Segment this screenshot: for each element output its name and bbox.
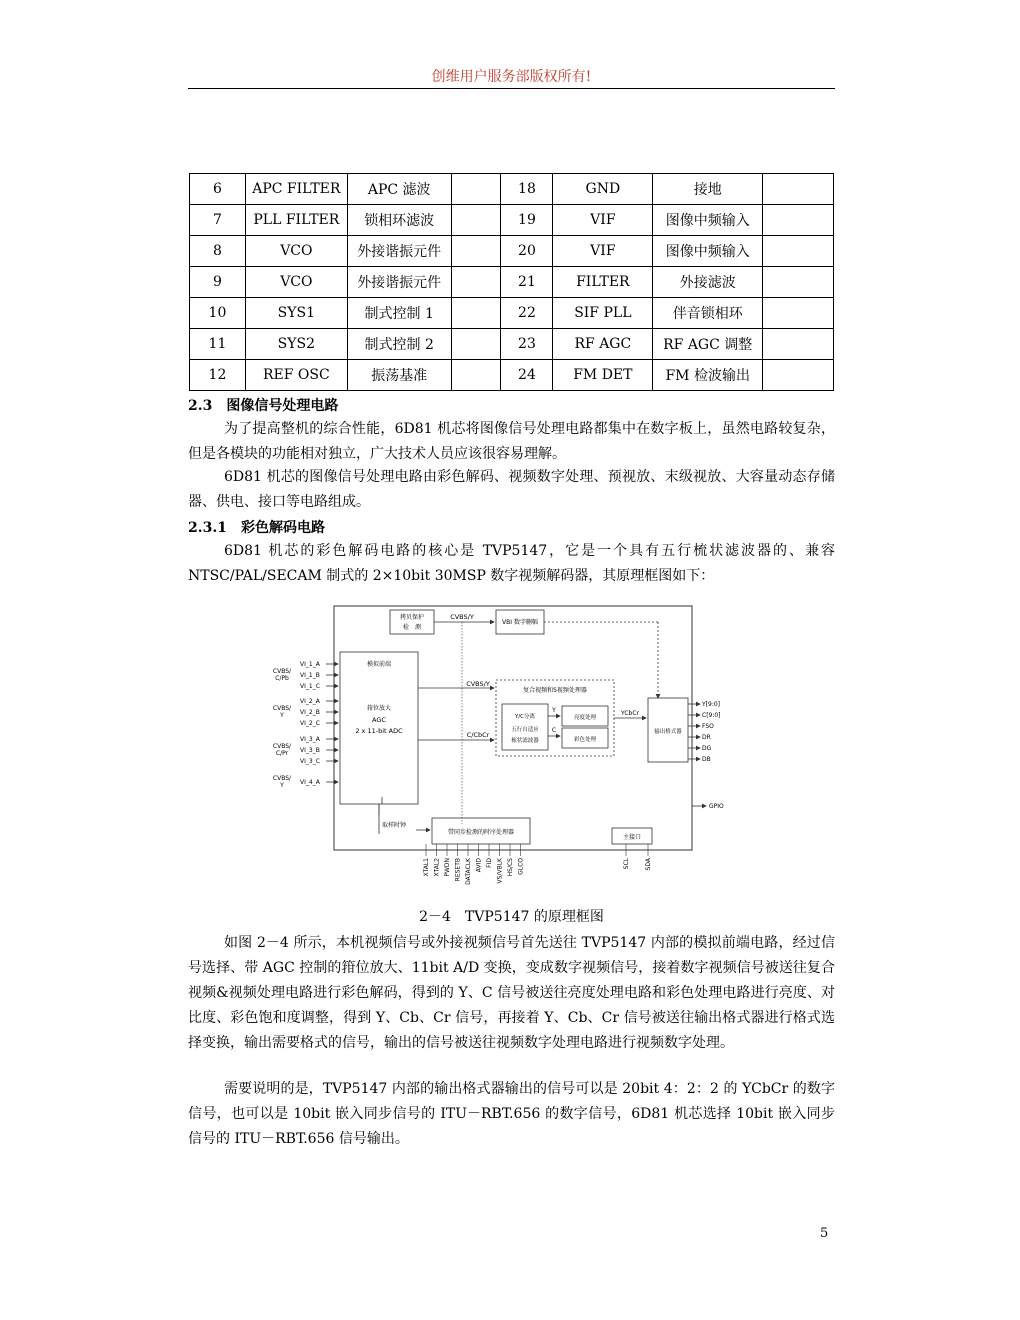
copy-protect-label2: 检 测 <box>402 624 422 631</box>
analog-frontend-label: 模拟前端 <box>366 661 392 668</box>
para-4: 需要说明的是，TVP5147 内部的输出格式器输出的信号可以是 20bit 4：2：2 的 YCbCr 的数字信号，也可以是 10bit 嵌入同步信号的 ITU－RBT.656 的数字信号，6D81 机芯选择 10bit 嵌入同步信号的 ITU－RBT.656 信号输出。 <box>188 1081 835 1147</box>
bottom-pin-label: GLCO <box>517 858 525 875</box>
ycbcr-label: YCbCr <box>621 710 639 717</box>
table-cell: GND <box>553 174 653 205</box>
output-pin-label: DR <box>702 734 711 741</box>
table-cell: 20 <box>501 236 553 267</box>
input-pin-label: VI_3_B <box>300 747 320 754</box>
vbi-label: VBI 数字删幅 <box>502 619 538 626</box>
input-pin-label: VI_1_B <box>300 672 320 679</box>
output-pin-label: DB <box>702 756 711 763</box>
yc-sep-label: Y/C分离 <box>514 714 536 720</box>
input-group-label2: Y <box>280 782 284 789</box>
input-group-label1: CVBS/ <box>272 705 292 712</box>
table-cell: 制式控制 2 <box>347 329 451 360</box>
section-2-3-1-p1: 6D81 机芯的彩色解码电路的核心是 TVP5147，它是一个具有五行梳状滤波器的、兼容 NTSC/PAL/SECAM 制式的 2×10bit 30MSP 数字视频解码器，其原理框图如下： <box>188 543 835 584</box>
table-cell: VIF <box>553 236 653 267</box>
c-label: C <box>551 727 557 734</box>
table-cell <box>451 360 501 391</box>
output-pin-label: DG <box>702 745 712 752</box>
table-row <box>190 267 834 298</box>
table-cell <box>451 298 501 329</box>
chroma-proc-label: 彩色处理 <box>573 737 597 743</box>
copy-protect-label: 拷贝保护 <box>399 614 425 621</box>
table-cell <box>451 205 501 236</box>
header-rule <box>188 88 835 89</box>
comb-filter-label2: 梳状滤波器 <box>511 738 539 744</box>
table-cell: 锁相环滤波 <box>347 205 451 236</box>
table-cell: 振荡基准 <box>347 360 451 391</box>
output-pin-label: Y[9:0] <box>702 701 721 708</box>
table-cell: FM 检波输出 <box>653 360 763 391</box>
table-cell: 10 <box>190 298 246 329</box>
table-row <box>190 205 834 236</box>
input-group-label1: CVBS/ <box>272 775 292 782</box>
output-pins <box>688 701 721 763</box>
bottom-pin-label: PWDN <box>444 858 451 877</box>
gpio-label: GPIO <box>709 803 724 810</box>
table-cell <box>763 298 834 329</box>
input-group-label2: C/Pb <box>275 675 289 682</box>
table-cell <box>451 174 501 205</box>
luma-proc-label: 亮度处理 <box>573 715 597 721</box>
y-label: Y <box>552 707 556 714</box>
table-cell: REF OSC <box>245 360 347 391</box>
output-pin-label: FSO <box>702 723 714 730</box>
cvbs-y-mid-label: CVBS/Y <box>466 680 490 688</box>
table-cell: RF AGC 调整 <box>653 329 763 360</box>
output-formatter-label: 输出格式器 <box>654 729 682 735</box>
input-pin-label: VI_4_A <box>300 779 320 786</box>
section-2-3-title: 2.3 图像信号处理电路 <box>188 398 339 414</box>
input-pin-label: VI_1_C <box>300 683 320 690</box>
table-cell <box>451 236 501 267</box>
input-pin-label: VI_3_A <box>300 736 320 743</box>
table-cell: 18 <box>501 174 553 205</box>
table-row <box>190 298 834 329</box>
comb-filter-label1: 五行自适应 <box>511 727 539 733</box>
table-cell: VCO <box>245 236 347 267</box>
sync-proc-label: 带同步检测的时序处理器 <box>447 829 515 836</box>
table-row <box>190 236 834 267</box>
bottom-pin-label: DATACLK <box>465 858 472 885</box>
composite-proc-label: 复合视频和S视频处理器 <box>523 687 587 694</box>
table-cell: VIF <box>553 205 653 236</box>
table-cell: 21 <box>501 267 553 298</box>
table-row <box>190 329 834 360</box>
table-cell <box>763 236 834 267</box>
pin-table <box>189 173 834 391</box>
table-cell: FM DET <box>553 360 653 391</box>
bottom-pin-label: XTAL2 <box>433 858 441 877</box>
table-cell: APC 滤波 <box>347 174 451 205</box>
bottom-pin-label: XTAL1 <box>423 858 430 877</box>
bottom-pin-label: HS/CS <box>507 858 514 877</box>
input-pin-label: VI_2_C <box>300 720 320 727</box>
input-group-label2: Y <box>280 712 284 719</box>
table-cell: VCO <box>245 267 347 298</box>
table-cell: 7 <box>190 205 246 236</box>
clamp-amp-label: 箝位放大 <box>366 705 392 712</box>
host-port-label: 主接口 <box>622 834 642 841</box>
table-cell: 外接谐振元件 <box>347 236 451 267</box>
adc-label: 2 x 11-bit ADC <box>355 727 403 735</box>
table-cell: 6 <box>190 174 246 205</box>
para-3: 如图 2－4 所示，本机视频信号或外接视频信号首先送往 TVP5147 内部的模拟前端电路，经过信号选择、带 AGC 控制的箝位放大、11bit A/D 变换，变成数字视频信号，接着数字视频信号被送往复合视频&视频处理电路进行彩色解码，得到的 Y、C 信号被送往亮度处理电路和彩色处理电路进行亮度、对比度、彩色饱和度调整，得到 Y、Cb、Cr 信号，再接着 Y、Cb、Cr 信号被送往输出格式器进行格式选择变换，输出需要格式的信号，输出的信号被送往视频数字处理电路进行视频数字处理。 <box>188 935 835 1051</box>
table-cell: 23 <box>501 329 553 360</box>
table-cell: SYS1 <box>245 298 347 329</box>
table-cell: 24 <box>501 360 553 391</box>
table-cell: 制式控制 1 <box>347 298 451 329</box>
table-row <box>190 174 834 205</box>
input-group-label1: CVBS/ <box>272 668 292 675</box>
table-cell: 外接滤波 <box>653 267 763 298</box>
section-2-3-1-title: 2.3.1 彩色解码电路 <box>188 520 325 536</box>
input-pin-label: VI_2_A <box>300 698 320 705</box>
table-row <box>190 360 834 391</box>
table-cell: 8 <box>190 236 246 267</box>
input-group-label2: C/Pr <box>275 750 289 757</box>
section-2-3-p2: 6D81 机芯的图像信号处理电路由彩色解码、视频数字处理、预视放、末级视放、大容量动态存储器、供电、接口等电路组成。 <box>188 469 835 510</box>
table-cell <box>763 174 834 205</box>
table-cell <box>763 360 834 391</box>
sample-clock-label: 取样时钟 <box>381 822 407 829</box>
table-cell: SYS2 <box>245 329 347 360</box>
table-cell: 外接谐振元件 <box>347 267 451 298</box>
table-cell: 伴音锁相环 <box>653 298 763 329</box>
bottom-pin-label: FID <box>486 858 493 868</box>
input-group-label1: CVBS/ <box>272 743 292 750</box>
tvp5147-block-diagram <box>268 600 728 890</box>
bottom-pin-label: VS/VBLK <box>496 858 504 884</box>
table-cell: 11 <box>190 329 246 360</box>
table-cell: 22 <box>501 298 553 329</box>
table-cell <box>763 205 834 236</box>
host-pin-label: SDA <box>645 858 652 871</box>
page-header: 创维用户服务部版权所有! <box>431 69 592 85</box>
agc-label: AGC <box>372 716 386 724</box>
table-cell: RF AGC <box>553 329 653 360</box>
table-cell: APC FILTER <box>245 174 347 205</box>
table-cell: 图像中频输入 <box>653 205 763 236</box>
host-pin-label: SCL <box>623 858 630 870</box>
output-pin-label: C[9:0] <box>702 712 721 719</box>
bottom-pin-label: RESETB <box>454 858 462 882</box>
table-cell <box>763 329 834 360</box>
input-pin-label: VI_3_C <box>300 758 320 765</box>
table-cell <box>451 329 501 360</box>
input-pin-label: VI_2_B <box>300 709 320 716</box>
table-cell: 12 <box>190 360 246 391</box>
table-cell: 19 <box>501 205 553 236</box>
table-cell <box>451 267 501 298</box>
section-2-3-p1: 为了提高整机的综合性能，6D81 机芯将图像信号处理电路都集中在数字板上，虽然电路较复杂，但是各模块的功能相对独立，广大技术人员应该很容易理解。 <box>188 421 835 462</box>
input-pin-label: VI_1_A <box>300 661 320 668</box>
page-number: 5 <box>820 1226 829 1241</box>
bottom-pin-label: AVID <box>475 858 483 873</box>
input-pin-groups <box>273 661 338 789</box>
table-cell: SIF PLL <box>553 298 653 329</box>
c-cbcr-label: C/CbCr <box>466 731 490 739</box>
table-cell: FILTER <box>553 267 653 298</box>
table-cell: 接地 <box>653 174 763 205</box>
figure-caption: 2－4 TVP5147 的原理框图 <box>419 909 604 925</box>
table-cell: 9 <box>190 267 246 298</box>
table-cell: PLL FILTER <box>245 205 347 236</box>
cvbs-y-top-label: CVBS/Y <box>450 613 474 621</box>
table-cell: 图像中频输入 <box>653 236 763 267</box>
table-cell <box>763 267 834 298</box>
